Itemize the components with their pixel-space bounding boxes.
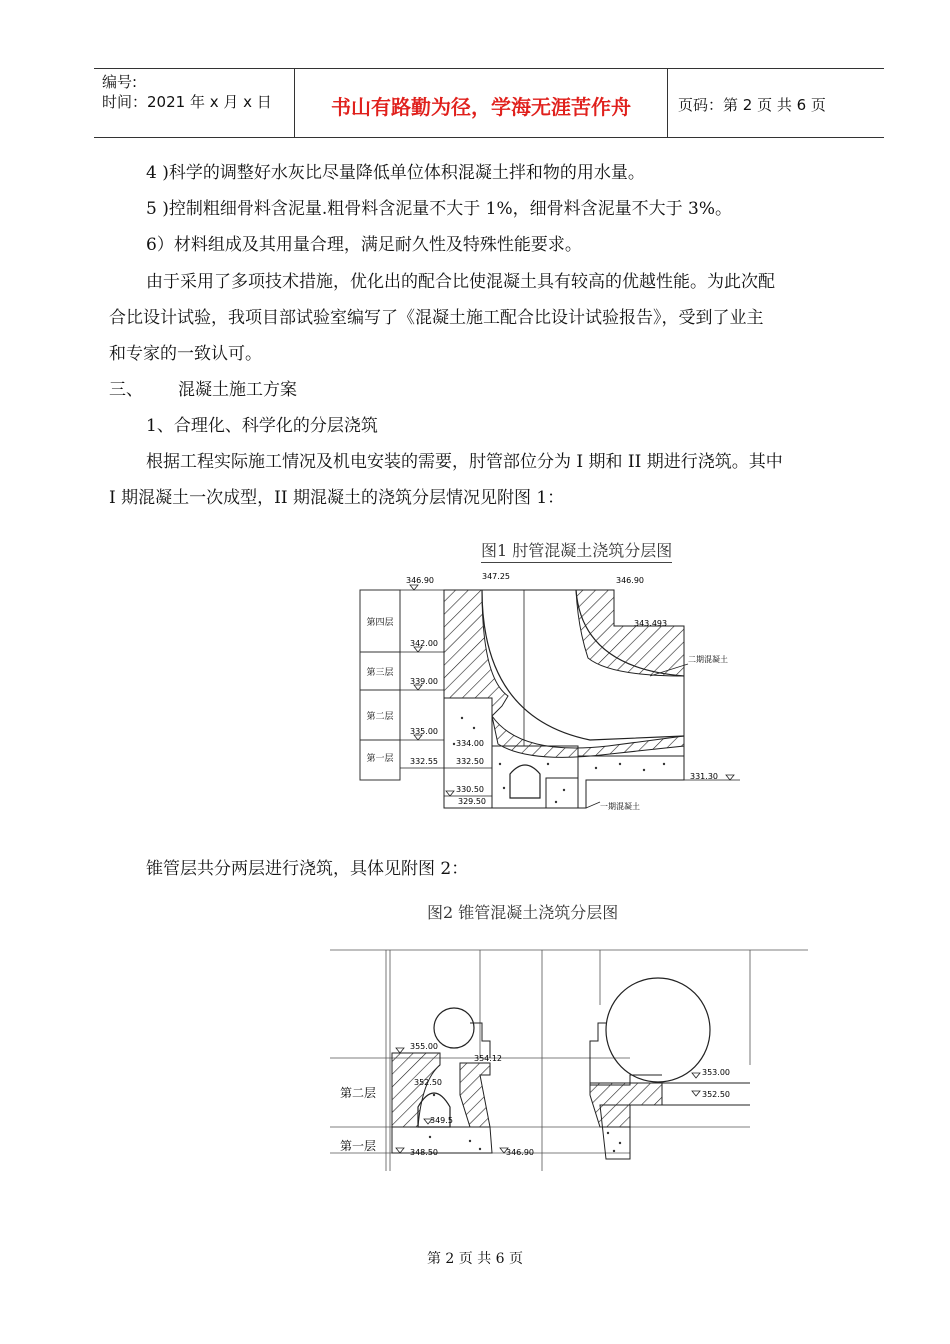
concrete-dots — [453, 717, 665, 803]
elevation-347.25: 347.25 — [482, 572, 510, 581]
fig2-layer-label-2: 第二层 — [340, 1086, 377, 1100]
large-pipe-section — [606, 978, 710, 1082]
phase2-right-wedge — [576, 590, 684, 676]
label-phase2-concrete: 二期混凝土 — [688, 655, 728, 664]
elevation-332.50: 332.50 — [456, 757, 484, 766]
header-motto: 书山有路勤为径，学海无涯苦作舟 — [331, 95, 631, 119]
header-page-cell — [668, 69, 884, 137]
section-3-title: 混凝土施工方案 — [178, 380, 297, 400]
fig2-elevation-346.90: 346.90 — [506, 1148, 534, 1157]
header-motto-cell — [295, 69, 668, 137]
figure-2-caption: 图2 锥管混凝土浇筑分层图 — [427, 903, 619, 922]
left-center-hatched — [460, 1063, 490, 1127]
elevation-346.90-right: 346.90 — [616, 576, 644, 585]
list-item-6: 6）材料组成及其用量合理，满足耐久性及特殊性能要求。 — [146, 235, 582, 255]
fig2-elevation-355.00: 355.00 — [410, 1042, 438, 1051]
fig2-elevation-352.50-right: 352.50 — [702, 1090, 730, 1099]
fig2-elevation-349.5: 349.5 — [430, 1116, 453, 1125]
label-phase1-concrete: 一期混凝土 — [600, 802, 640, 811]
page-header — [94, 68, 884, 138]
paragraph-1-line-2: 合比设计试验，我项目部试验室编写了《混凝土施工配合比设计试验报告》，受到了业主 — [109, 308, 764, 328]
elevation-331.30: 331.30 — [690, 772, 718, 781]
list-item-5: 5 )控制粗细骨料含泥量.粗骨料含泥量不大于 1%，细骨料含泥量不大于 3%。 — [146, 199, 733, 219]
elevation-346.90-left: 346.90 — [406, 576, 434, 585]
elevation-339.00: 339.00 — [410, 677, 438, 686]
elevation-342.00: 342.00 — [410, 639, 438, 648]
elevation-343.493: 343.493 — [634, 619, 668, 628]
paragraph-2-line-2: I 期混凝土一次成型，II 期混凝土的浇筑分层情况见附图 1： — [109, 488, 565, 508]
layer-label-4: 第四层 — [366, 618, 394, 628]
phase2-left-wall — [444, 590, 508, 716]
elevation-335.00: 335.00 — [410, 727, 438, 736]
elevation-332.55: 332.55 — [410, 757, 438, 766]
header-page-number: 页码：第 2 页 共 6 页 — [678, 96, 826, 114]
fig2-elevation-348.50: 348.50 — [410, 1148, 438, 1157]
document-number-label: 编号: — [102, 73, 138, 91]
figure-1-caption: 图1 肘管混凝土浇筑分层图 — [481, 538, 672, 563]
list-item-4: 4 )科学的调整好水灰比尽量降低单位体积混凝土拌和物的用水量。 — [146, 163, 645, 183]
figure-2-drawing — [330, 945, 810, 1175]
fig2-elevation-354.12: 354.12 — [474, 1054, 502, 1063]
layer-label-1: 第一层 — [366, 754, 394, 764]
elevation-334.00: 334.00 — [456, 739, 484, 748]
figure-1-drawing — [350, 568, 770, 818]
layer-label-3: 第三层 — [366, 668, 394, 678]
layer-label-2: 第二层 — [366, 712, 394, 722]
lower-concrete-left — [392, 1127, 492, 1153]
page-footer: 第 2 页 共 6 页 — [426, 1251, 524, 1267]
fig2-layer-label-1: 第一层 — [340, 1139, 377, 1153]
paragraph-3: 锥管层共分两层进行浇筑，具体见附图 2： — [146, 859, 469, 879]
small-pipe-section — [434, 1008, 474, 1048]
paragraph-2-line-1: 根据工程实际施工情况及机电安装的需要，肘管部位分为 I 期和 II 期进行浇筑。其中 — [146, 452, 783, 472]
elevation-330.50: 330.50 — [456, 785, 484, 794]
subsection-1-title: 1、合理化、科学化的分层浇筑 — [146, 416, 378, 436]
section-3-number: 三、 — [109, 380, 143, 400]
paragraph-1-line-3: 和专家的一致认可。 — [109, 344, 262, 364]
elevation-329.50: 329.50 — [458, 797, 486, 806]
header-left-cell — [94, 69, 295, 137]
fig2-elevation-353.00: 353.00 — [702, 1068, 730, 1077]
paragraph-1-line-1: 由于采用了多项技术措施，优化出的配合比使混凝土具有较高的优越性能。为此次配 — [146, 272, 775, 292]
document-date: 时间：2021 年 x 月 x 日 — [102, 93, 272, 111]
fig2-elevation-352.50: 352.50 — [414, 1078, 442, 1087]
